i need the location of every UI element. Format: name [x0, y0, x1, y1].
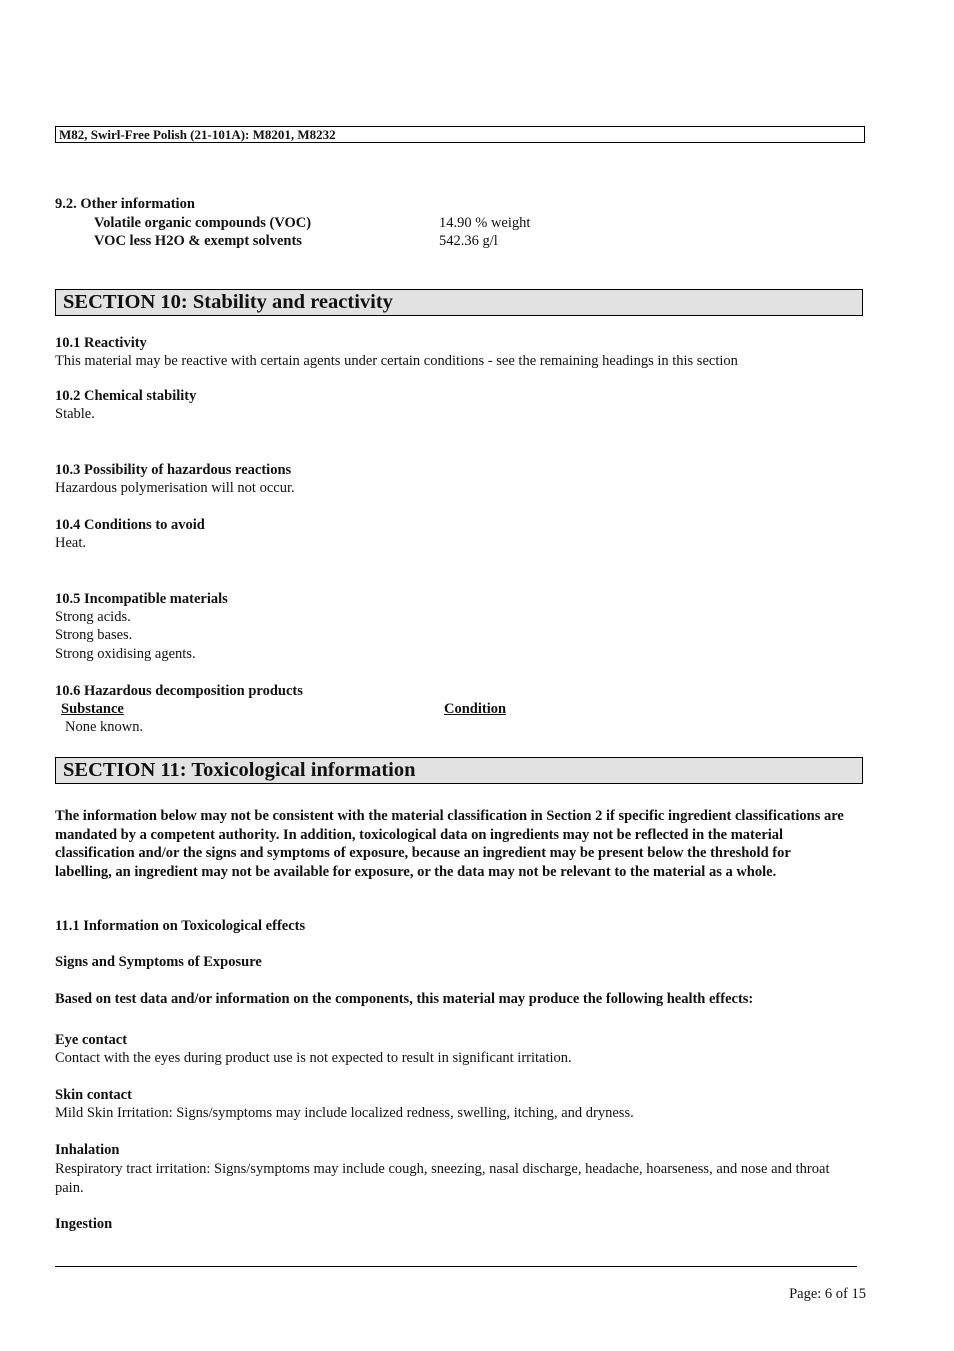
health-effects-statement: Based on test data and/or information on the components, this material may produce the following health effects: [55, 991, 754, 1007]
section-10-title: SECTION 10: Stability and reactivity [55, 289, 863, 316]
section-11-title: SECTION 11: Toxicological information [55, 757, 863, 784]
voc-value: 14.90 % weight [439, 215, 531, 231]
voc-label: Volatile organic compounds (VOC) [94, 215, 312, 231]
chemical-stability-heading: 10.2 Chemical stability [55, 388, 197, 404]
eye-contact-text: Contact with the eyes during product use is not expected to result in significant irritation. [55, 1050, 572, 1066]
section-9-2-heading: 9.2. Other information [55, 196, 195, 212]
skin-contact-heading: Skin contact [55, 1087, 132, 1103]
signs-symptoms-heading: Signs and Symptoms of Exposure [55, 954, 262, 970]
toxicology-intro: The information below may not be consistent with the material classification in Section 2 if specific ingredient classifications are mandated by a competent authority. In addition, toxicological data on ingredients may not be reflected in the material classification and/or the signs and symptoms of exposure, because an ingredient may be present below the threshold for labelling, an ingredient may not be available for exposure, or the data may not be relevant to the material as a whole. [55, 808, 844, 880]
incompatible-item: Strong bases. [55, 627, 133, 643]
reactivity-heading: 10.1 Reactivity [55, 335, 147, 351]
substance-column-header: Substance [61, 701, 124, 717]
none-known-text: None known. [65, 719, 144, 735]
footer-divider [55, 1266, 857, 1267]
voc-less-label: VOC less H2O & exempt solvents [94, 233, 302, 249]
incompatible-materials-heading: 10.5 Incompatible materials [55, 591, 228, 607]
toxicological-effects-heading: 11.1 Information on Toxicological effects [55, 918, 306, 934]
document-header: M82, Swirl-Free Polish (21-101A): M8201, M8232 [55, 126, 865, 143]
ingestion-heading: Ingestion [55, 1216, 113, 1232]
inhalation-heading: Inhalation [55, 1142, 120, 1158]
incompatible-item: Strong oxidising agents. [55, 646, 196, 662]
voc-less-value: 542.36 g/l [439, 233, 498, 249]
condition-column-header: Condition [444, 701, 507, 717]
hazardous-reactions-heading: 10.3 Possibility of hazardous reactions [55, 462, 292, 478]
conditions-to-avoid-heading: 10.4 Conditions to avoid [55, 517, 205, 533]
skin-contact-text: Mild Skin Irritation: Signs/symptoms may include localized redness, swelling, itching, and dryness. [55, 1105, 634, 1121]
page-number: Page: 6 of 15 [789, 1286, 866, 1302]
incompatible-item: Strong acids. [55, 609, 131, 625]
inhalation-text: Respiratory tract irritation: Signs/symptoms may include cough, sneezing, nasal discharge, headache, hoarseness, and nose and throat pain. [55, 1161, 830, 1196]
reactivity-text: This material may be reactive with certain agents under certain conditions - see the remaining headings in this section [55, 353, 738, 369]
decomposition-heading: 10.6 Hazardous decomposition products [55, 683, 303, 699]
conditions-to-avoid-text: Heat. [55, 535, 86, 551]
hazardous-reactions-text: Hazardous polymerisation will not occur. [55, 480, 295, 496]
chemical-stability-text: Stable. [55, 406, 95, 422]
eye-contact-heading: Eye contact [55, 1032, 128, 1048]
